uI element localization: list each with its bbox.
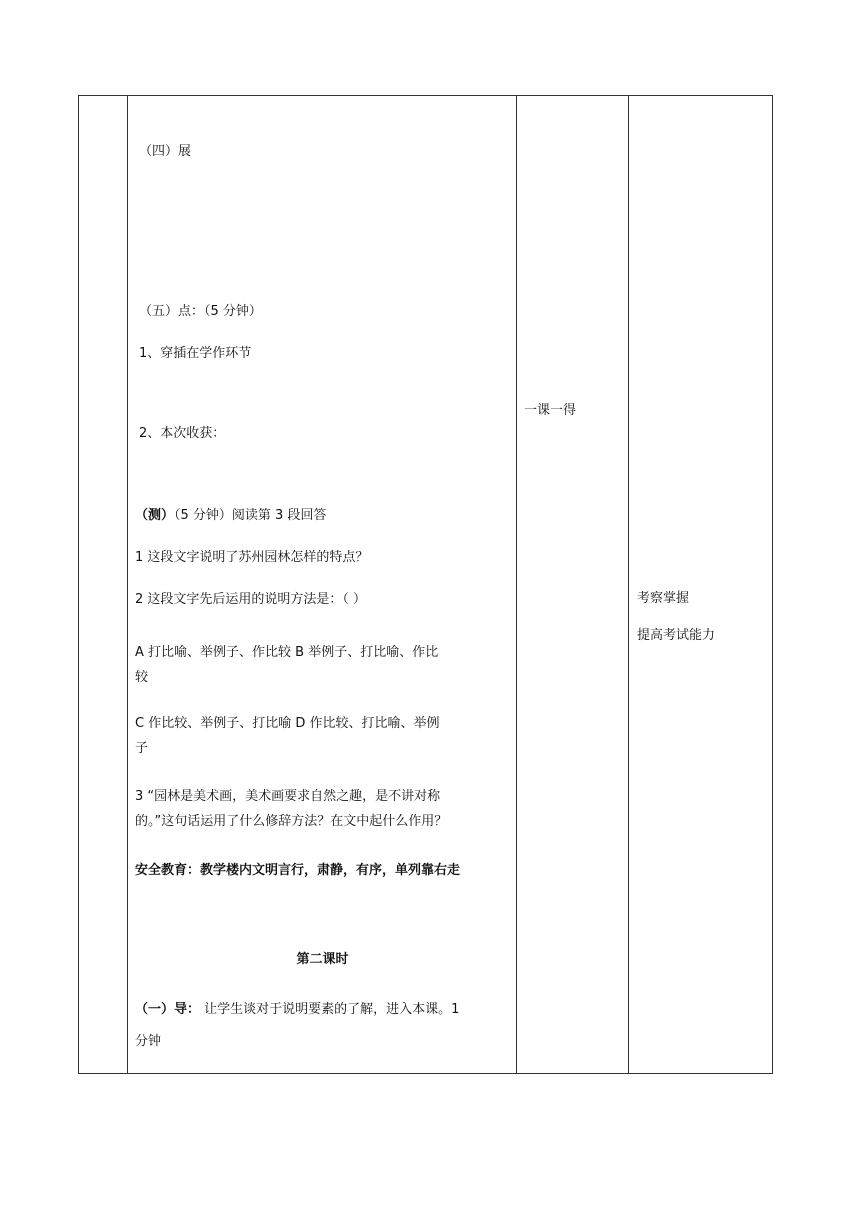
question-2-options-ab-cont: 较 xyxy=(135,670,149,685)
dao-line xyxy=(135,997,459,1022)
ce-label: （测） xyxy=(135,508,175,523)
question-3-line-2: 的。”这句话运用了什么修辞方法？在文中起什么作用？ xyxy=(135,814,448,829)
dian-heading: （五）点：（5 分钟） xyxy=(139,304,262,319)
intent-line-2: 提高考试能力 xyxy=(637,628,716,643)
ce-line xyxy=(135,503,326,528)
question-3-line-1: 3 “园林是美术画，美术画要求自然之趣，是不讲对称 xyxy=(135,789,441,804)
safety-note: 安全教育：教学楼内文明言行，肃静，有序，单列靠右走 xyxy=(135,863,461,878)
dao-label: （一）导： xyxy=(135,1002,201,1017)
question-2-options-cd: C 作比较、举例子、打比喻 D 作比较、打比喻、举例 xyxy=(135,716,440,731)
intent-line-1: 考察掌握 xyxy=(637,591,690,606)
question-2-options-cd-cont: 子 xyxy=(135,741,149,756)
dian-item-2: 2、本次收获： xyxy=(139,426,226,441)
activity-text: 一课一得 xyxy=(524,403,577,418)
column-divider xyxy=(628,96,629,1073)
ce-rest: （5 分钟）阅读第 3 段回答 xyxy=(174,508,327,523)
question-2: 2 这段文字先后运用的说明方法是：（ ） xyxy=(135,592,367,607)
zhan-heading: （四）展 xyxy=(139,144,192,159)
dao-line-2: 分钟 xyxy=(135,1034,162,1049)
second-lesson-title: 第二课时 xyxy=(296,952,349,967)
lesson-plan-table xyxy=(78,95,773,1074)
lesson-content-column xyxy=(128,96,517,1073)
question-1: 1 这段文字说明了苏州园林怎样的特点？ xyxy=(135,550,369,565)
dian-item-1: 1、穿插在学作环节 xyxy=(139,346,252,361)
dao-rest: 让学生谈对于说明要素的了解，进入本课。1 xyxy=(200,1002,460,1017)
question-2-options-ab: A 打比喻、举例子、作比较 B 举例子、打比喻、作比 xyxy=(135,645,439,660)
